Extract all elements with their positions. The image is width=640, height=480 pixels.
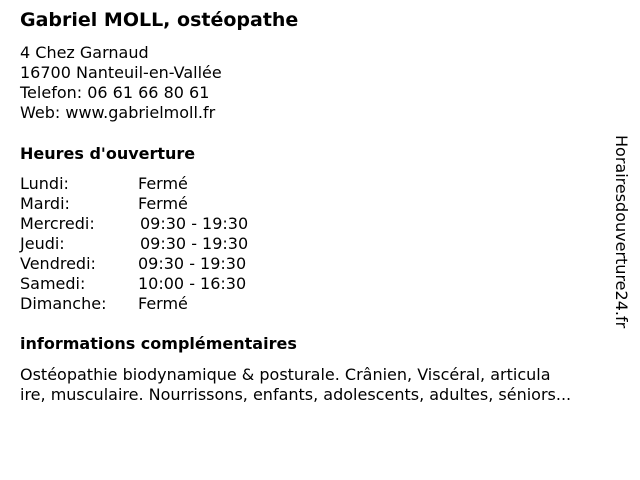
address-street: 4 Chez Garnaud: [20, 43, 149, 62]
hours-value: 10:00 - 16:30: [138, 274, 247, 293]
opening-hours-heading: Heures d'ouverture: [20, 144, 196, 163]
phone-line: Telefon: 06 61 66 80 61: [20, 83, 210, 102]
hours-row-sunday: [20, 294, 248, 314]
hours-row-saturday: [20, 274, 248, 294]
web-line: Web: www.gabrielmoll.fr: [20, 103, 216, 122]
day-label: Mardi:: [20, 194, 70, 213]
day-label: Dimanche:: [20, 294, 107, 313]
hours-value: Fermé: [138, 174, 188, 193]
day-label: Mercredi:: [20, 214, 95, 233]
info-line: ire, musculaire. Nourrissons, enfants, adolescents, adultes, séniors...: [20, 385, 572, 404]
additional-info-text: [20, 365, 620, 405]
info-line: Ostéopathie biodynamique & posturale. Crânien, Viscéral, articula: [20, 365, 551, 384]
address-block: [20, 43, 222, 123]
hours-row-friday: [20, 254, 248, 274]
day-label: Samedi:: [20, 274, 86, 293]
site-watermark: Horairesdouverture24.fr: [612, 135, 631, 329]
hours-row-monday: [20, 174, 248, 194]
hours-value: Fermé: [138, 194, 188, 213]
address-city: 16700 Nanteuil-en-Vallée: [20, 63, 222, 82]
hours-row-wednesday: [20, 214, 248, 234]
additional-info-heading: informations complémentaires: [20, 334, 297, 353]
hours-row-thursday: [20, 234, 248, 254]
opening-hours-table: [20, 174, 248, 314]
hours-value: 09:30 - 19:30: [138, 254, 247, 273]
day-label: Lundi:: [20, 174, 69, 193]
hours-value: 09:30 - 19:30: [140, 234, 249, 253]
page-title: Gabriel MOLL, ostéopathe: [20, 9, 299, 31]
hours-value: 09:30 - 19:30: [140, 214, 249, 233]
day-label: Vendredi:: [20, 254, 96, 273]
hours-row-tuesday: [20, 194, 248, 214]
day-label: Jeudi:: [20, 234, 65, 253]
hours-value: Fermé: [138, 294, 188, 313]
